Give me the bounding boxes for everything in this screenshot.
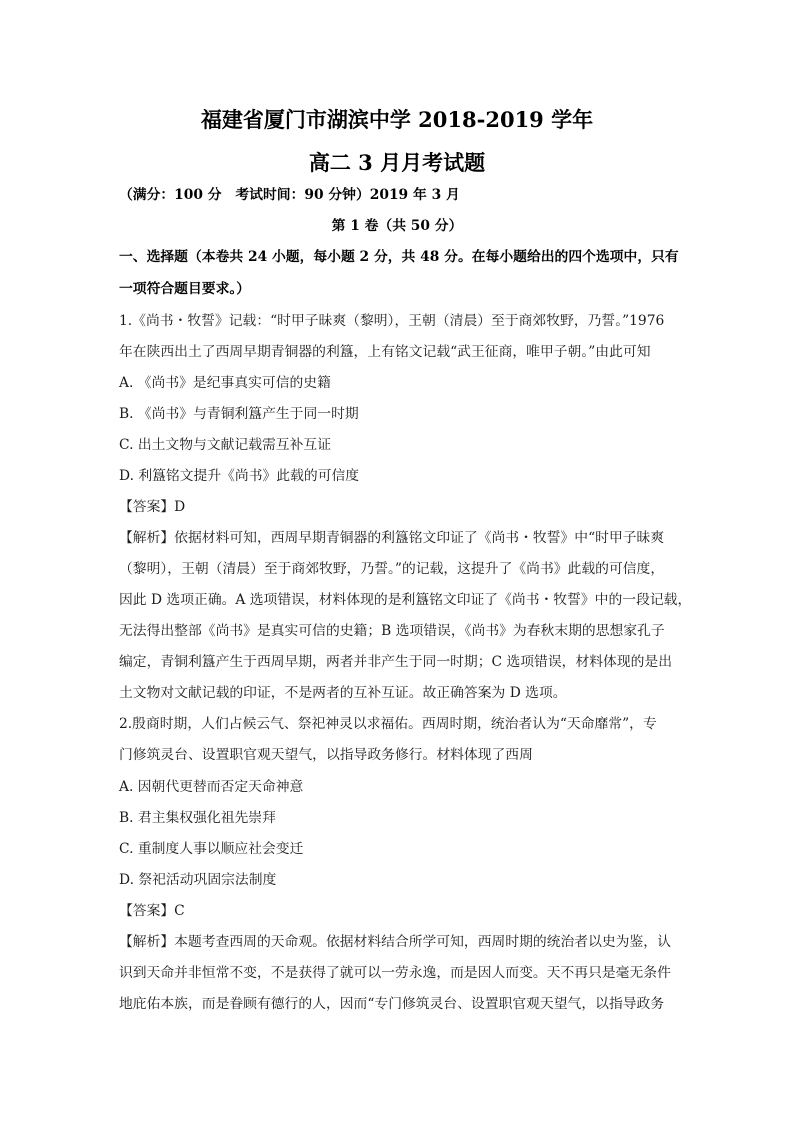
question-1-stem-line-1: 1.《尚书・牧誓》记载：“时甲子昧爽（黎明），王朝（清晨）至于商郊牧野，乃誓。”1976: [119, 313, 665, 329]
question-1-option-a: A. 《尚书》是纪事真实可信的史籍: [119, 375, 331, 391]
document-title-line-1: 福建省厦门市湖滨中学 2018-2019 学年: [200, 107, 594, 132]
question-1-analysis-line-3: 因此 D 选项正确。A 选项错误，材料体现的是利簋铭文印证了《尚书・牧誓》中的一段记载，: [119, 592, 692, 608]
question-1-analysis-line-1: 【解析】依据材料可知，西周早期青铜器的利簋铭文印证了《尚书・牧誓》中“时甲子昧爽: [119, 530, 665, 546]
question-2-option-a: A. 因朝代更替而否定天命神意: [119, 779, 304, 795]
question-1-option-d: D. 利簋铭文提升《尚书》此载的可信度: [119, 468, 360, 484]
question-1-option-c: C. 出土文物与文献记载需互补互证: [119, 437, 331, 453]
question-1-analysis-line-6: 土文物对文献记载的印证，不是两者的互补互证。故正确答案为 D 选项。: [119, 685, 567, 701]
question-2-analysis-line-1: 【解析】本题考查西周的天命观。依据材料结合所学可知，西周时期的统治者以史为鉴，认: [119, 934, 671, 950]
volume-title: 第 1 卷（共 50 分）: [331, 218, 463, 234]
question-2-stem-line-1: 2.殷商时期，人们占候云气、祭祀神灵以求福佑。西周时期，统治者认为“天命靡常”，专: [119, 716, 657, 732]
question-1-answer: 【答案】D: [119, 499, 186, 515]
question-1-analysis-line-4: 无法得出整部《尚书》是真实可信的史籍；B 选项错误，《尚书》为春秋末期的思想家孔子: [119, 623, 665, 639]
question-2-option-c: C. 重制度人事以顺应社会变迁: [119, 841, 304, 857]
section-heading-line-1: 一、选择题（本卷共 24 小题，每小题 2 分，共 48 分。在每小题给出的四个选项中，只有: [119, 249, 679, 265]
question-1-stem-line-2: 年在陕西出土了西周早期青铜器的利簋，上有铭文记载“武王征商，唯甲子朝。”由此可知: [119, 344, 651, 360]
question-1-analysis-line-5: 编定，青铜利簋产生于西周早期，两者并非产生于同一时期；C 选项错误，材料体现的是出: [119, 654, 673, 670]
question-1-analysis-line-2: （黎明），王朝（清晨）至于商郊牧野，乃誓。”的记载，这提升了《尚书》此载的可信度，: [119, 561, 665, 577]
exam-meta-line: （满分：100 分 考试时间：90 分钟）2019 年 3 月: [119, 187, 460, 203]
question-2-option-d: D. 祭祀活动巩固宗法制度: [119, 872, 277, 888]
question-2-analysis-line-3: 地庇佑本族，而是眷顾有德行的人，因而“专门修筑灵台、设置职官观天望气，以指导政务: [119, 996, 665, 1012]
document-title-line-2: 高二 3 月月考试题: [308, 150, 486, 175]
question-2-stem-line-2: 门修筑灵台、设置职官观天望气，以指导政务修行。材料体现了西周: [119, 747, 533, 763]
question-2-answer: 【答案】C: [119, 903, 185, 919]
question-2-option-b: B. 君主集权强化祖先崇拜: [119, 810, 276, 826]
question-1-option-b: B. 《尚书》与青铜利簋产生于同一时期: [119, 406, 359, 422]
question-2-analysis-line-2: 识到天命并非恒常不变，不是获得了就可以一劳永逸，而是因人而变。天不再只是毫无条件: [119, 965, 671, 981]
section-heading-line-2: 一项符合题目要求。）: [119, 281, 251, 297]
